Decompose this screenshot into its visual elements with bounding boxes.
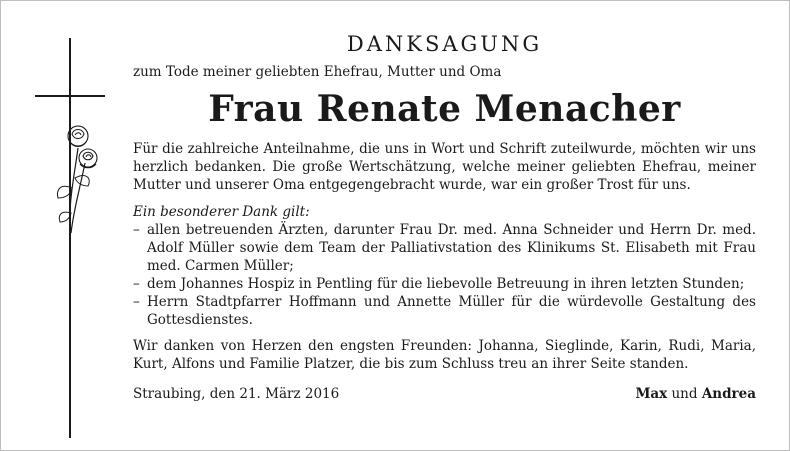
friends-paragraph: Wir danken von Herzen den engsten Freunden: Johanna, Sieglinde, Karin, Rudi, Maria, Kurt, Alfons und Familie Platzer, die bis zum Schluss treu an ihrer Seite standen. xyxy=(133,338,756,372)
signer-connector: und xyxy=(671,386,698,402)
intro-line: zum Tode meiner geliebten Ehefrau, Mutter und Oma xyxy=(133,64,502,80)
thanks-paragraph: Für die zahlreiche Anteilnahme, die uns in Wort und Schrift zuteilwurde, möchten wir uns herzlich bedanken. Die große Wertschätzung, welche meiner geliebten Ehefrau, meiner Mutter und unserer Oma entgegengebracht wurde, war ein großer Trost für uns. xyxy=(133,141,756,193)
special-thanks-list xyxy=(133,221,756,329)
cross-with-roses-icon xyxy=(30,38,110,438)
signer-second: Andrea xyxy=(701,386,756,402)
signer-first: Max xyxy=(635,386,668,402)
list-item: – allen betreuenden Ärzten, darunter Frau Dr. med. Anna Schneider und Herrn Dr. med. Adolf Müller sowie dem Team der Palliativstation des Klinikums St. Elisabeth mit Frau med. Carmen Müller; xyxy=(133,221,756,275)
special-thanks-heading: Ein besonderer Dank gilt: xyxy=(133,204,310,220)
place-date: Straubing, den 21. März 2016 xyxy=(133,386,340,402)
notice-heading: DANKSAGUNG xyxy=(346,32,543,56)
list-item: – dem Johannes Hospiz in Pentling für die liebevolle Betreuung in ihren letzten Stunden; xyxy=(133,275,756,293)
notice-footer xyxy=(133,385,756,403)
deceased-name: Frau Renate Menacher xyxy=(208,88,681,130)
notice-content xyxy=(133,30,756,403)
signers xyxy=(635,385,756,403)
list-item: – Herrn Stadtpfarrer Hoffmann und Annette Müller für die würdevolle Gestaltung des Gottesdienstes. xyxy=(133,293,756,329)
